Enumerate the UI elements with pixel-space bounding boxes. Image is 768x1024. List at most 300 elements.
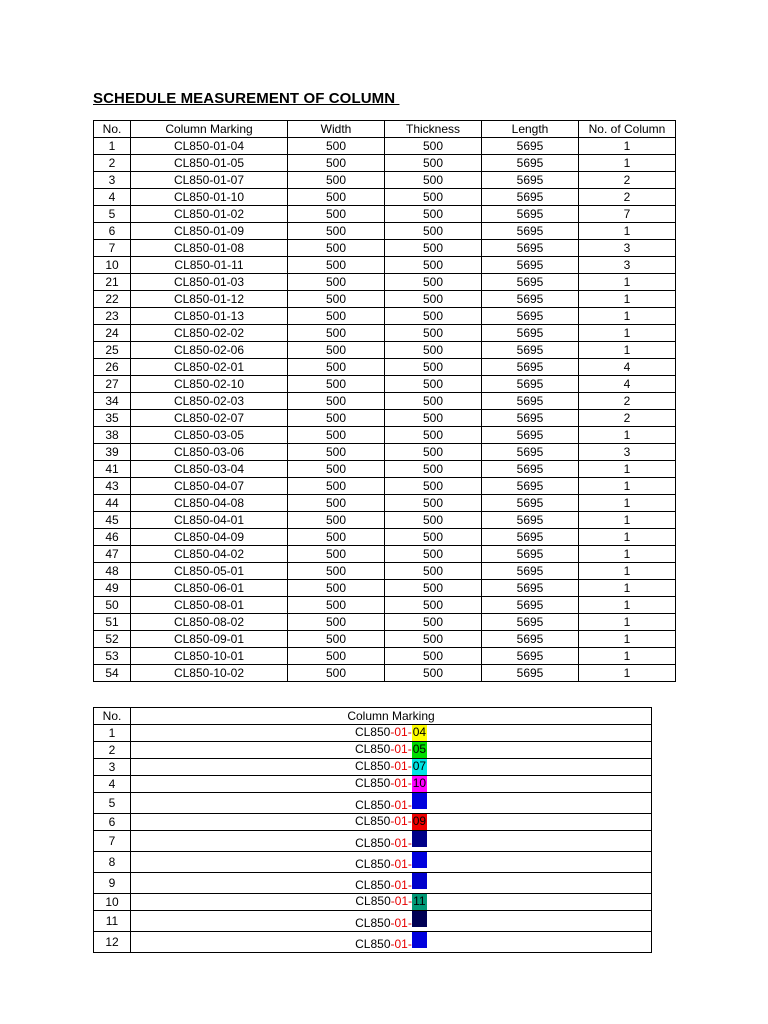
marking-separator: - bbox=[407, 814, 412, 828]
table-row bbox=[94, 359, 676, 376]
marking-suffix-highlight bbox=[412, 852, 427, 868]
marking-prefix: CL850 bbox=[355, 894, 391, 908]
cell-width: 500 bbox=[288, 410, 385, 427]
marking-prefix: CL850 bbox=[354, 742, 391, 756]
cell-no: 48 bbox=[94, 563, 131, 580]
cell-no-of-column: 1 bbox=[579, 631, 676, 648]
cell-no: 11 bbox=[94, 911, 131, 932]
cell-no: 34 bbox=[94, 393, 131, 410]
cell-thickness: 500 bbox=[385, 665, 482, 682]
cell-column-marking: CL850-01-02 bbox=[131, 206, 288, 223]
cell-width: 500 bbox=[288, 529, 385, 546]
cell-column-marking: CL850-06-01 bbox=[131, 580, 288, 597]
cell-column-marking bbox=[131, 831, 652, 852]
cell-column-marking: CL850-01-07 bbox=[131, 172, 288, 189]
cell-width: 500 bbox=[288, 138, 385, 155]
cell-no-of-column: 2 bbox=[579, 393, 676, 410]
cell-column-marking: CL850-03-06 bbox=[131, 444, 288, 461]
table-header-row bbox=[94, 708, 652, 725]
marking-mid: 01 bbox=[394, 894, 409, 908]
cell-column-marking bbox=[131, 776, 652, 793]
cell-thickness: 500 bbox=[385, 631, 482, 648]
header-thickness: Thickness bbox=[385, 121, 482, 138]
cell-no: 52 bbox=[94, 631, 131, 648]
cell-no: 10 bbox=[94, 894, 131, 911]
cell-thickness: 500 bbox=[385, 342, 482, 359]
cell-no-of-column: 4 bbox=[579, 359, 676, 376]
cell-width: 500 bbox=[288, 597, 385, 614]
cell-length: 5695 bbox=[482, 376, 579, 393]
table-row bbox=[94, 223, 676, 240]
cell-column-marking: CL850-08-02 bbox=[131, 614, 288, 631]
cell-no: 3 bbox=[94, 759, 131, 776]
cell-no-of-column: 1 bbox=[579, 291, 676, 308]
cell-no: 39 bbox=[94, 444, 131, 461]
cell-width: 500 bbox=[288, 427, 385, 444]
cell-length: 5695 bbox=[482, 138, 579, 155]
cell-width: 500 bbox=[288, 257, 385, 274]
header-column-marking: Column Marking bbox=[131, 708, 652, 725]
marking-suffix-highlight bbox=[412, 932, 427, 948]
cell-no: 49 bbox=[94, 580, 131, 597]
cell-column-marking: CL850-02-07 bbox=[131, 410, 288, 427]
table-row bbox=[94, 563, 676, 580]
marking-suffix-highlight: 04 bbox=[412, 725, 427, 739]
cell-thickness: 500 bbox=[385, 172, 482, 189]
cell-thickness: 500 bbox=[385, 240, 482, 257]
table-row bbox=[94, 873, 652, 894]
cell-length: 5695 bbox=[482, 223, 579, 240]
table-row bbox=[94, 325, 676, 342]
cell-no: 26 bbox=[94, 359, 131, 376]
cell-length: 5695 bbox=[482, 495, 579, 512]
cell-no-of-column: 2 bbox=[579, 410, 676, 427]
cell-length: 5695 bbox=[482, 291, 579, 308]
cell-no: 1 bbox=[94, 138, 131, 155]
table-row bbox=[94, 911, 652, 932]
cell-column-marking: CL850-01-04 bbox=[131, 138, 288, 155]
cell-no: 2 bbox=[94, 155, 131, 172]
marking-separator: - bbox=[390, 878, 395, 892]
table-row bbox=[94, 410, 676, 427]
table-row bbox=[94, 206, 676, 223]
cell-length: 5695 bbox=[482, 172, 579, 189]
cell-column-marking: CL850-04-02 bbox=[131, 546, 288, 563]
cell-no-of-column: 1 bbox=[579, 529, 676, 546]
cell-no-of-column: 1 bbox=[579, 478, 676, 495]
marking-prefix: CL850 bbox=[354, 814, 391, 828]
cell-no-of-column: 3 bbox=[579, 257, 676, 274]
marking-mid: 01 bbox=[394, 916, 408, 930]
column-marking-table bbox=[93, 707, 652, 953]
cell-column-marking: CL850-04-07 bbox=[131, 478, 288, 495]
marking-separator: - bbox=[390, 916, 395, 930]
cell-width: 500 bbox=[288, 325, 385, 342]
table-row bbox=[94, 376, 676, 393]
table-row bbox=[94, 725, 652, 742]
marking-separator: - bbox=[407, 836, 412, 850]
marking-prefix: CL850 bbox=[355, 798, 391, 812]
cell-width: 500 bbox=[288, 665, 385, 682]
cell-column-marking bbox=[131, 873, 652, 894]
marking-mid: 01 bbox=[394, 725, 408, 739]
table-row bbox=[94, 461, 676, 478]
cell-no: 2 bbox=[94, 742, 131, 759]
cell-length: 5695 bbox=[482, 563, 579, 580]
cell-thickness: 500 bbox=[385, 291, 482, 308]
cell-column-marking: CL850-01-12 bbox=[131, 291, 288, 308]
cell-length: 5695 bbox=[482, 444, 579, 461]
cell-column-marking: CL850-02-03 bbox=[131, 393, 288, 410]
cell-length: 5695 bbox=[482, 206, 579, 223]
marking-prefix: CL850 bbox=[354, 776, 391, 790]
cell-no: 25 bbox=[94, 342, 131, 359]
marking-prefix: CL850 bbox=[355, 937, 391, 951]
cell-column-marking: CL850-08-01 bbox=[131, 597, 288, 614]
cell-no-of-column: 1 bbox=[579, 614, 676, 631]
marking-separator: - bbox=[390, 759, 395, 773]
cell-no: 53 bbox=[94, 648, 131, 665]
marking-separator: - bbox=[390, 894, 395, 908]
table-row bbox=[94, 529, 676, 546]
marking-suffix-highlight: 05 bbox=[412, 742, 427, 756]
cell-no: 50 bbox=[94, 597, 131, 614]
cell-length: 5695 bbox=[482, 410, 579, 427]
header-width: Width bbox=[288, 121, 385, 138]
cell-no: 6 bbox=[94, 223, 131, 240]
cell-width: 500 bbox=[288, 393, 385, 410]
table-row bbox=[94, 546, 676, 563]
cell-length: 5695 bbox=[482, 461, 579, 478]
cell-column-marking: CL850-04-08 bbox=[131, 495, 288, 512]
cell-no: 5 bbox=[94, 206, 131, 223]
table-row bbox=[94, 932, 652, 953]
table-header-row bbox=[94, 121, 676, 138]
cell-no: 6 bbox=[94, 814, 131, 831]
cell-length: 5695 bbox=[482, 274, 579, 291]
table-row bbox=[94, 665, 676, 682]
cell-thickness: 500 bbox=[385, 580, 482, 597]
cell-column-marking: CL850-02-02 bbox=[131, 325, 288, 342]
cell-length: 5695 bbox=[482, 359, 579, 376]
cell-no: 44 bbox=[94, 495, 131, 512]
cell-no: 54 bbox=[94, 665, 131, 682]
cell-no: 8 bbox=[94, 852, 131, 873]
cell-no: 24 bbox=[94, 325, 131, 342]
cell-column-marking: CL850-01-08 bbox=[131, 240, 288, 257]
cell-column-marking: CL850-02-06 bbox=[131, 342, 288, 359]
cell-no-of-column: 1 bbox=[579, 665, 676, 682]
marking-mid: 01 bbox=[394, 776, 408, 790]
cell-no: 51 bbox=[94, 614, 131, 631]
cell-width: 500 bbox=[288, 274, 385, 291]
cell-no: 45 bbox=[94, 512, 131, 529]
table-row bbox=[94, 759, 652, 776]
cell-thickness: 500 bbox=[385, 189, 482, 206]
cell-column-marking: CL850-02-01 bbox=[131, 359, 288, 376]
marking-separator: - bbox=[407, 916, 412, 930]
marking-suffix-highlight: 09 bbox=[412, 814, 427, 828]
cell-no-of-column: 1 bbox=[579, 325, 676, 342]
cell-column-marking bbox=[131, 814, 652, 831]
cell-thickness: 500 bbox=[385, 512, 482, 529]
cell-width: 500 bbox=[288, 359, 385, 376]
cell-no-of-column: 1 bbox=[579, 342, 676, 359]
table-row bbox=[94, 257, 676, 274]
cell-length: 5695 bbox=[482, 580, 579, 597]
cell-length: 5695 bbox=[482, 189, 579, 206]
cell-no-of-column: 4 bbox=[579, 376, 676, 393]
marking-prefix: CL850 bbox=[355, 836, 391, 850]
cell-thickness: 500 bbox=[385, 257, 482, 274]
cell-width: 500 bbox=[288, 223, 385, 240]
cell-no-of-column: 1 bbox=[579, 274, 676, 291]
cell-column-marking: CL850-04-09 bbox=[131, 529, 288, 546]
cell-width: 500 bbox=[288, 376, 385, 393]
cell-thickness: 500 bbox=[385, 223, 482, 240]
cell-no-of-column: 1 bbox=[579, 563, 676, 580]
marking-separator: - bbox=[390, 937, 395, 951]
cell-thickness: 500 bbox=[385, 648, 482, 665]
cell-width: 500 bbox=[288, 614, 385, 631]
header-no: No. bbox=[94, 708, 131, 725]
marking-prefix: CL850 bbox=[355, 878, 391, 892]
cell-no: 4 bbox=[94, 189, 131, 206]
cell-length: 5695 bbox=[482, 155, 579, 172]
table-row bbox=[94, 894, 652, 911]
marking-separator: - bbox=[407, 937, 412, 951]
cell-thickness: 500 bbox=[385, 325, 482, 342]
cell-column-marking bbox=[131, 894, 652, 911]
table-row bbox=[94, 393, 676, 410]
cell-no: 7 bbox=[94, 240, 131, 257]
marking-mid: 01 bbox=[394, 937, 408, 951]
cell-no-of-column: 7 bbox=[579, 206, 676, 223]
table-row bbox=[94, 427, 676, 444]
cell-no: 35 bbox=[94, 410, 131, 427]
table-row bbox=[94, 776, 652, 793]
cell-length: 5695 bbox=[482, 665, 579, 682]
cell-column-marking: CL850-05-01 bbox=[131, 563, 288, 580]
table-row bbox=[94, 742, 652, 759]
cell-no: 3 bbox=[94, 172, 131, 189]
cell-width: 500 bbox=[288, 563, 385, 580]
cell-column-marking: CL850-01-05 bbox=[131, 155, 288, 172]
cell-no: 12 bbox=[94, 932, 131, 953]
cell-column-marking: CL850-01-03 bbox=[131, 274, 288, 291]
cell-no: 27 bbox=[94, 376, 131, 393]
cell-column-marking: CL850-01-09 bbox=[131, 223, 288, 240]
marking-suffix-highlight bbox=[412, 793, 427, 809]
marking-separator: - bbox=[407, 878, 412, 892]
cell-column-marking: CL850-02-10 bbox=[131, 376, 288, 393]
cell-width: 500 bbox=[288, 580, 385, 597]
table-row bbox=[94, 155, 676, 172]
cell-thickness: 500 bbox=[385, 597, 482, 614]
cell-width: 500 bbox=[288, 189, 385, 206]
cell-thickness: 500 bbox=[385, 563, 482, 580]
cell-no-of-column: 3 bbox=[579, 240, 676, 257]
cell-width: 500 bbox=[288, 461, 385, 478]
table-row bbox=[94, 814, 652, 831]
cell-length: 5695 bbox=[482, 631, 579, 648]
cell-no-of-column: 2 bbox=[579, 189, 676, 206]
cell-thickness: 500 bbox=[385, 478, 482, 495]
cell-thickness: 500 bbox=[385, 614, 482, 631]
cell-no-of-column: 1 bbox=[579, 580, 676, 597]
cell-thickness: 500 bbox=[385, 410, 482, 427]
cell-no-of-column: 1 bbox=[579, 597, 676, 614]
marking-suffix-highlight: 07 bbox=[412, 759, 427, 773]
cell-length: 5695 bbox=[482, 478, 579, 495]
cell-no-of-column: 1 bbox=[579, 138, 676, 155]
cell-thickness: 500 bbox=[385, 359, 482, 376]
table-row bbox=[94, 274, 676, 291]
cell-width: 500 bbox=[288, 478, 385, 495]
cell-no: 4 bbox=[94, 776, 131, 793]
marking-separator: - bbox=[390, 798, 395, 812]
table-row bbox=[94, 240, 676, 257]
cell-length: 5695 bbox=[482, 342, 579, 359]
marking-separator: - bbox=[407, 742, 412, 756]
cell-no: 41 bbox=[94, 461, 131, 478]
document-title: SCHEDULE MEASUREMENT OF COLUMN bbox=[93, 90, 400, 107]
header-no-of-column: No. of Column bbox=[579, 121, 676, 138]
cell-no-of-column: 1 bbox=[579, 427, 676, 444]
cell-column-marking: CL850-01-11 bbox=[131, 257, 288, 274]
cell-no: 43 bbox=[94, 478, 131, 495]
header-no: No. bbox=[94, 121, 131, 138]
cell-column-marking bbox=[131, 793, 652, 814]
cell-column-marking: CL850-01-10 bbox=[131, 189, 288, 206]
table-row bbox=[94, 291, 676, 308]
table-row bbox=[94, 631, 676, 648]
cell-no-of-column: 1 bbox=[579, 495, 676, 512]
marking-suffix-highlight bbox=[412, 911, 427, 927]
cell-thickness: 500 bbox=[385, 461, 482, 478]
cell-column-marking bbox=[131, 742, 652, 759]
marking-separator: - bbox=[390, 725, 395, 739]
cell-length: 5695 bbox=[482, 308, 579, 325]
cell-column-marking bbox=[131, 932, 652, 953]
cell-no-of-column: 2 bbox=[579, 172, 676, 189]
column-schedule-table bbox=[93, 120, 676, 682]
marking-separator: - bbox=[390, 742, 395, 756]
cell-no: 23 bbox=[94, 308, 131, 325]
cell-width: 500 bbox=[288, 495, 385, 512]
cell-length: 5695 bbox=[482, 648, 579, 665]
cell-length: 5695 bbox=[482, 512, 579, 529]
cell-no-of-column: 1 bbox=[579, 648, 676, 665]
cell-no-of-column: 1 bbox=[579, 308, 676, 325]
marking-prefix: CL850 bbox=[354, 759, 391, 773]
cell-thickness: 500 bbox=[385, 308, 482, 325]
cell-column-marking: CL850-03-05 bbox=[131, 427, 288, 444]
cell-column-marking: CL850-10-02 bbox=[131, 665, 288, 682]
cell-width: 500 bbox=[288, 648, 385, 665]
table-row bbox=[94, 138, 676, 155]
marking-suffix-highlight: 11 bbox=[413, 894, 426, 908]
marking-suffix-highlight: 10 bbox=[412, 776, 427, 790]
marking-mid: 01 bbox=[394, 759, 408, 773]
marking-separator: - bbox=[407, 857, 412, 871]
table-row bbox=[94, 172, 676, 189]
cell-width: 500 bbox=[288, 342, 385, 359]
cell-width: 500 bbox=[288, 155, 385, 172]
cell-no: 7 bbox=[94, 831, 131, 852]
cell-column-marking: CL850-04-01 bbox=[131, 512, 288, 529]
marking-prefix: CL850 bbox=[355, 916, 391, 930]
cell-thickness: 500 bbox=[385, 529, 482, 546]
table-row bbox=[94, 444, 676, 461]
cell-no: 1 bbox=[94, 725, 131, 742]
table-row bbox=[94, 478, 676, 495]
marking-suffix-highlight bbox=[412, 831, 427, 847]
marking-mid: 01 bbox=[394, 878, 408, 892]
cell-no: 9 bbox=[94, 873, 131, 894]
marking-separator: - bbox=[407, 725, 412, 739]
cell-thickness: 500 bbox=[385, 393, 482, 410]
marking-separator: - bbox=[407, 798, 412, 812]
cell-thickness: 500 bbox=[385, 546, 482, 563]
cell-no: 22 bbox=[94, 291, 131, 308]
table-row bbox=[94, 189, 676, 206]
cell-no: 38 bbox=[94, 427, 131, 444]
cell-thickness: 500 bbox=[385, 138, 482, 155]
marking-mid: 01 bbox=[394, 742, 408, 756]
cell-thickness: 500 bbox=[385, 155, 482, 172]
cell-width: 500 bbox=[288, 512, 385, 529]
cell-no-of-column: 1 bbox=[579, 461, 676, 478]
cell-width: 500 bbox=[288, 444, 385, 461]
cell-no: 46 bbox=[94, 529, 131, 546]
cell-no: 5 bbox=[94, 793, 131, 814]
cell-width: 500 bbox=[288, 308, 385, 325]
cell-thickness: 500 bbox=[385, 206, 482, 223]
marking-mid: 01 bbox=[394, 857, 408, 871]
cell-column-marking: CL850-09-01 bbox=[131, 631, 288, 648]
cell-thickness: 500 bbox=[385, 444, 482, 461]
cell-thickness: 500 bbox=[385, 274, 482, 291]
cell-no: 10 bbox=[94, 257, 131, 274]
header-length: Length bbox=[482, 121, 579, 138]
cell-width: 500 bbox=[288, 546, 385, 563]
cell-width: 500 bbox=[288, 631, 385, 648]
marking-separator: - bbox=[408, 894, 413, 908]
table-row bbox=[94, 648, 676, 665]
table-row bbox=[94, 831, 652, 852]
table-row bbox=[94, 597, 676, 614]
cell-column-marking bbox=[131, 852, 652, 873]
cell-width: 500 bbox=[288, 206, 385, 223]
cell-column-marking bbox=[131, 759, 652, 776]
table-row bbox=[94, 512, 676, 529]
cell-width: 500 bbox=[288, 172, 385, 189]
cell-no-of-column: 1 bbox=[579, 155, 676, 172]
cell-no-of-column: 1 bbox=[579, 223, 676, 240]
cell-no-of-column: 3 bbox=[579, 444, 676, 461]
marking-prefix: CL850 bbox=[354, 725, 391, 739]
header-column-marking: Column Marking bbox=[131, 121, 288, 138]
table-row bbox=[94, 614, 676, 631]
cell-length: 5695 bbox=[482, 427, 579, 444]
cell-no-of-column: 1 bbox=[579, 546, 676, 563]
cell-thickness: 500 bbox=[385, 427, 482, 444]
marking-mid: 01 bbox=[394, 798, 408, 812]
cell-length: 5695 bbox=[482, 257, 579, 274]
cell-length: 5695 bbox=[482, 325, 579, 342]
marking-separator: - bbox=[390, 836, 395, 850]
